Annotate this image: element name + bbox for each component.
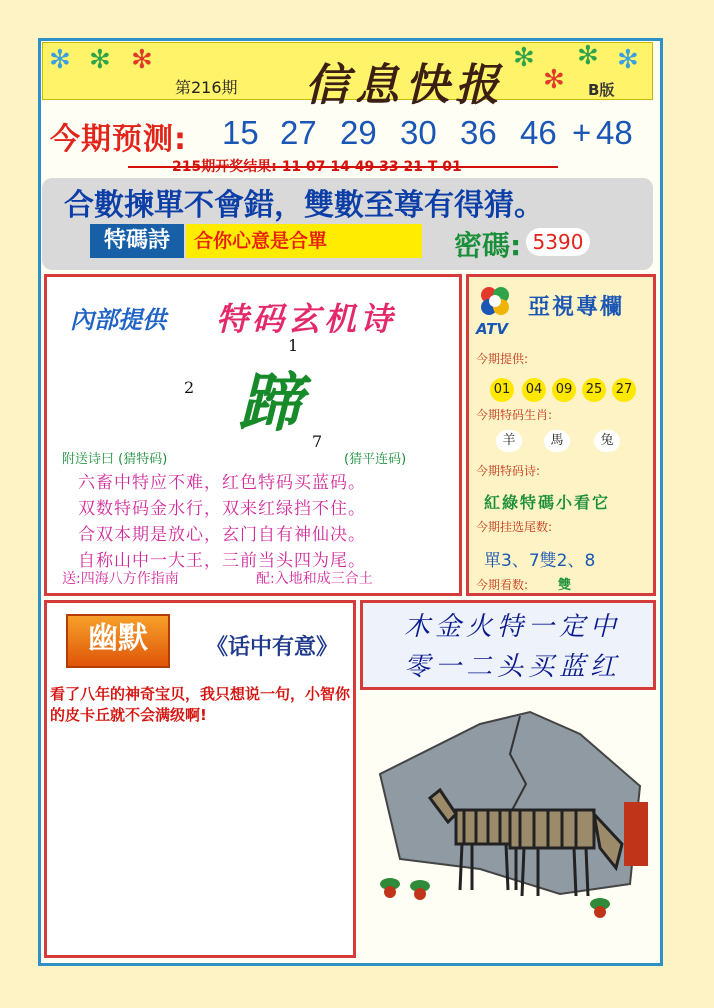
page-title: 信息快报 bbox=[305, 60, 505, 111]
poem-verse: 双数特码金水行，双来红绿挡不住。 bbox=[78, 499, 366, 519]
flower-icon: ✻ bbox=[513, 43, 535, 73]
special-number: 48 bbox=[596, 114, 633, 151]
zodiac-badge: 羊 bbox=[496, 430, 522, 452]
flower-icon: ✻ bbox=[89, 45, 111, 75]
plus-sign: + bbox=[572, 114, 592, 151]
header-banner bbox=[42, 41, 653, 111]
riddle-sub-left: 附送诗曰 (猜特码) bbox=[62, 452, 168, 467]
number-ball: 25 bbox=[582, 378, 606, 402]
right-poem-line: 木金火特一定中 bbox=[404, 612, 622, 642]
atv-logo-icon bbox=[478, 284, 512, 318]
zebra-illustration bbox=[360, 694, 656, 958]
provide-label: 今期提供: bbox=[476, 352, 529, 366]
zodiac-badge: 馬 bbox=[544, 430, 570, 452]
hint-digit: 2 bbox=[184, 378, 195, 397]
prediction-number: 46 bbox=[520, 114, 557, 151]
flower-icon: ✻ bbox=[131, 45, 153, 75]
zodiac-badge: 兔 bbox=[594, 430, 620, 452]
flower-icon: ✻ bbox=[543, 65, 565, 95]
prediction-label: 今期预测: bbox=[50, 122, 187, 157]
poem-verse: 合双本期是放心，玄门自有神仙决。 bbox=[78, 525, 366, 545]
humor-text: 看了八年的神奇宝贝，我只想说一句，小智你的皮卡丘就不会满级啊! bbox=[50, 685, 351, 724]
password-value: 5390 bbox=[526, 228, 590, 256]
hint-digit: 7 bbox=[312, 432, 323, 451]
tema-poem-label: 特碼詩 bbox=[90, 224, 184, 258]
atv-poem-label: 今期特码诗: bbox=[476, 464, 541, 478]
prediction-number: 30 bbox=[400, 114, 437, 151]
right-poem-line: 零一二头买蓝红 bbox=[404, 652, 622, 682]
flower-icon: ✻ bbox=[49, 45, 71, 75]
number-ball: 04 bbox=[522, 378, 546, 402]
atv-title: 亞視專欄 bbox=[528, 295, 625, 320]
zodiac-label: 今期特码生肖: bbox=[476, 408, 553, 422]
prediction-number: 36 bbox=[460, 114, 497, 151]
tema-poem-text: 合你心意是合單 bbox=[186, 224, 422, 258]
prediction-number: 29 bbox=[340, 114, 377, 151]
tails-value: 單3、7雙2、8 bbox=[484, 551, 596, 571]
poem-foot-right: 配:入地和成三合土 bbox=[256, 571, 373, 587]
flower-icon: ✻ bbox=[617, 45, 639, 75]
last-result: 215期开奖结果: 11 07 14 49 33 21 T 01 bbox=[172, 159, 462, 175]
humor-title: 《话中有意》 bbox=[206, 635, 339, 660]
slogan: 合數揀單不會錯，雙數至尊有得猜。 bbox=[64, 188, 544, 223]
number-ball: 01 bbox=[490, 378, 514, 402]
atv-poem: 紅綠特碼小看它 bbox=[484, 493, 611, 512]
flower-icon: ✻ bbox=[577, 41, 599, 71]
poem-foot-left: 送:四海八方作指南 bbox=[62, 571, 179, 587]
poem-title: 特码玄机诗 bbox=[216, 300, 397, 338]
edition-label: B版 bbox=[588, 81, 615, 99]
prediction-number: 15 bbox=[222, 114, 259, 151]
number-ball: 09 bbox=[552, 378, 576, 402]
humor-badge: 幽默 bbox=[66, 614, 170, 668]
poem-verse: 自称山中一大王，三前当头四为尾。 bbox=[78, 551, 366, 571]
watch-label: 今期看数: bbox=[476, 578, 529, 592]
atv-logo-text: ATV bbox=[476, 320, 509, 338]
poem-verse: 六畜中特应不难，红色特码买蓝码。 bbox=[78, 473, 366, 493]
riddle-sub-right: (猜平连码) bbox=[344, 452, 407, 467]
issue-number: 第216期 bbox=[175, 78, 238, 97]
supplier-label: 內部提供 bbox=[70, 306, 166, 334]
watch-value: 雙 bbox=[558, 578, 572, 593]
password-label: 密碼: bbox=[454, 229, 522, 262]
riddle-character: 蹄 bbox=[238, 366, 302, 441]
hint-digit: 1 bbox=[288, 336, 299, 355]
tails-label: 今期挂选尾数: bbox=[476, 520, 553, 534]
prediction-number: 27 bbox=[280, 114, 317, 151]
number-ball: 27 bbox=[612, 378, 636, 402]
